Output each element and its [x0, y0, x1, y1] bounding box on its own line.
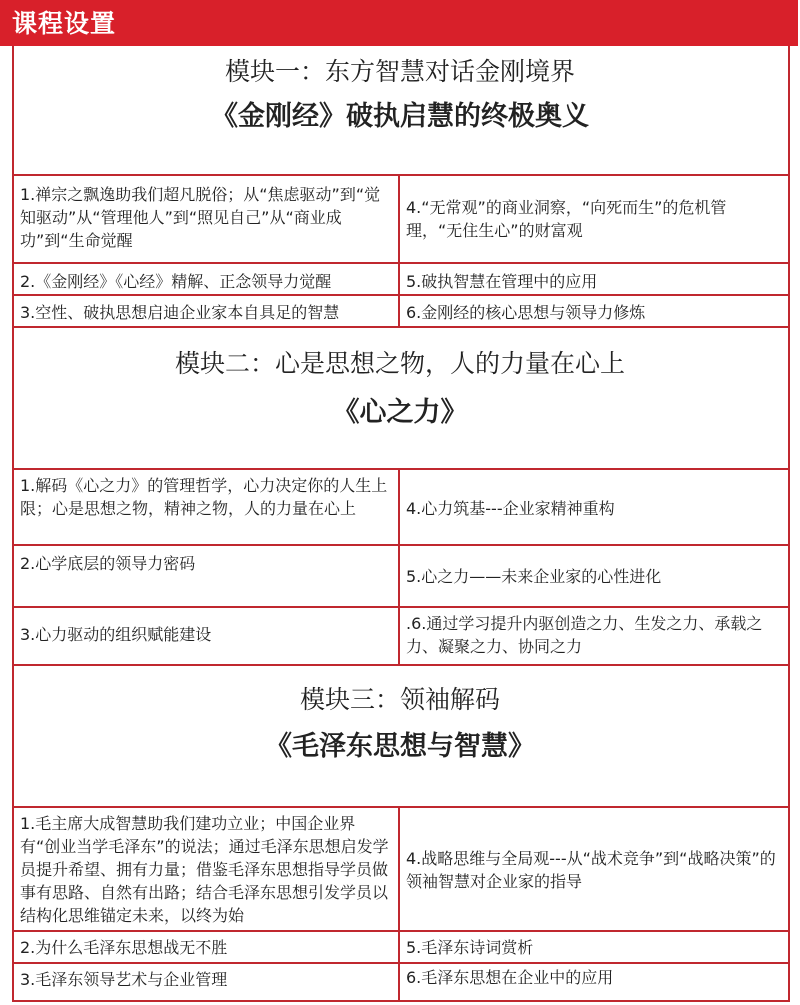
- module-1-title: 模块一：东方智慧对话金刚境界: [224, 57, 575, 86]
- divider: [12, 606, 788, 608]
- module-1-item-3: 3.空性、破执思想启迪企业家本自具足的智慧: [20, 303, 340, 322]
- divider: [12, 962, 788, 964]
- module-3-heading: [12, 666, 788, 806]
- module-2-item-3: 3.心力驱动的组织赋能建设: [20, 625, 212, 644]
- column-divider: [398, 468, 400, 664]
- module-2-heading: [12, 328, 788, 468]
- module-3-item-2: 2.为什么毛泽东思想战无不胜: [20, 938, 228, 957]
- module-2-item-1: 1.解码《心之力》的管理哲学，心力决定你的人生上限；心是思想之物，精神之物，人的力量在心上: [20, 476, 388, 518]
- module-3-item-5: 5.毛泽东诗词赏析: [406, 938, 534, 957]
- divider: [12, 174, 788, 176]
- module-1-item-6: 6.金刚经的核心思想与领导力修炼: [406, 303, 646, 322]
- divider: [12, 468, 788, 470]
- module-3-item-1: 1.毛主席大成智慧助我们建功立业；中国企业界有“创业当学毛泽东”的说法；通过毛泽东思想启发学员提升希望、拥有力量；借鉴毛泽东思想指导学员做事有思路、自然有出路；结合毛泽东思想引发学员以结构化思维锚定未来，以终为始: [20, 814, 389, 925]
- module-1-subtitle: 《金刚经》破执启慧的终极奥义: [211, 101, 589, 132]
- module-1-heading: [12, 52, 788, 174]
- page-title: 课程设置: [12, 9, 117, 38]
- module-1-item-2: 2.《金刚经》《心经》精解、正念领导力觉醒: [20, 272, 332, 291]
- divider: [12, 294, 788, 296]
- divider: [12, 544, 788, 546]
- module-2-item-2: 2.心学底层的领导力密码: [20, 554, 196, 573]
- module-3-title: 模块三：领袖解码: [299, 685, 500, 714]
- divider: [12, 262, 788, 264]
- column-divider: [398, 806, 400, 1000]
- module-2-item-6: .6.通过学习提升内驱创造之力、生发之力、承载之力、凝聚之力、协同之力: [406, 614, 763, 656]
- module-3-subtitle: 《毛泽东思想与智慧》: [265, 731, 535, 762]
- module-1-item-4: 4.“无常观”的商业洞察，“向死而生”的危机管理，“无住生心”的财富观: [406, 198, 727, 240]
- module-2-subtitle: 《心之力》: [332, 397, 468, 428]
- divider: [12, 930, 788, 932]
- header-bar: [0, 0, 798, 46]
- module-2-item-5: 5.心之力——未来企业家的心性进化: [406, 567, 662, 586]
- module-2-item-4: 4.心力筑基---企业家精神重构: [406, 499, 615, 518]
- module-3-item-6: 6.毛泽东思想在企业中的应用: [406, 968, 614, 987]
- module-3-item-4: 4.战略思维与全局观---从“战术竞争”到“战略决策”的领袖智慧对企业家的指导: [406, 849, 776, 891]
- column-divider: [398, 174, 400, 326]
- module-1-item-5: 5.破执智慧在管理中的应用: [406, 272, 598, 291]
- module-1-item-1: 1.禅宗之飘逸助我们超凡脱俗；从“焦虑驱动”到“觉知驱动”从“管理他人”到“照见自己”从“商业成功”到“生命觉醒: [20, 185, 381, 250]
- divider: [12, 806, 788, 808]
- module-3-item-3: 3.毛泽东领导艺术与企业管理: [20, 970, 228, 989]
- header: [0, 0, 800, 48]
- module-2-title: 模块二：心是思想之物，人的力量在心上: [174, 349, 625, 378]
